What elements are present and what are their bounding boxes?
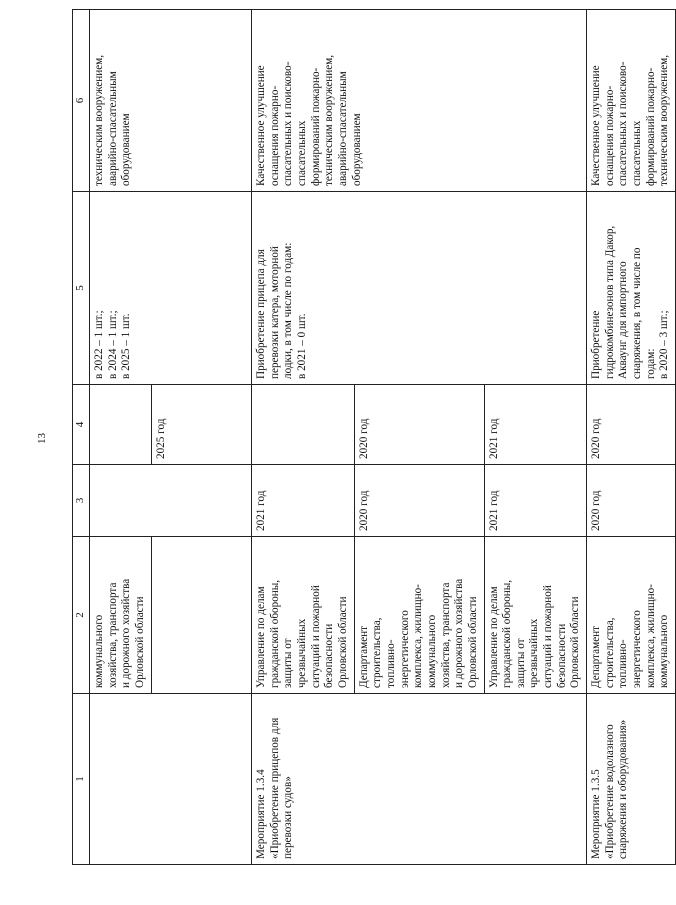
cell-r1-c5: в 2022 – 1 шт.; в 2024 – 1 шт.; в 2025 – 1 шт. (90, 192, 252, 385)
cell-r1-c3-empty (90, 465, 252, 537)
header-col-1: 1 (73, 694, 90, 865)
header-row (73, 10, 90, 865)
header-col-6: 6 (73, 10, 90, 192)
measures-table (72, 9, 676, 865)
cell-r5-c5: Приобретение гидрокомбинезонов типа Дакор, Акваунг для импортного снаряжения, в том числе по годам: в 2020 – 3 шт.; (587, 192, 676, 385)
cell-r2-c2 (152, 537, 252, 694)
cell-r4-c2: Департамент строительства, топливно- энергетического комплекса, жилищно- коммунального хозяйства, транспорта и дорожного хозяйства Орловской области (354, 537, 484, 694)
cell-r1-c6: техническим вооружением, аварийно-спасательным оборудованием (90, 10, 252, 192)
cell-r3-c6: Качественное улучшение оснащения пожарно- спасательных и поисково- спасательных формирований пожарно- техническим вооружением, аварийно-спасательным оборудованием (252, 10, 587, 192)
table-row (252, 10, 355, 865)
cell-r1-c2: коммунального хозяйства, транспорта и дорожного хозяйства Орловской области (90, 537, 152, 694)
cell-r3-c4-empty (252, 385, 355, 465)
cell-r4-c3: 2021 год (484, 465, 587, 537)
table-row (90, 10, 152, 865)
header-col-4: 4 (73, 385, 90, 465)
cell-r5-c2: Департамент строительства, топливно- энергетического комплекса, жилищно- коммунального (587, 537, 676, 694)
cell-r1-c4-empty (90, 385, 152, 465)
page-number: 13 (36, 433, 48, 444)
cell-r3-c3: 2020 год (354, 465, 484, 537)
cell-r3-c4: 2020 год (354, 385, 484, 465)
header-col-2: 2 (73, 537, 90, 694)
rotated-table-container (72, 10, 671, 865)
cell-r3-c2: Управление по делам гражданской обороны, защиты от чрезвычайных ситуаций и пожарной безопасности Орловской области (252, 537, 355, 694)
cell-r5-c3: 2020 год (587, 465, 676, 537)
cell-r2-c4: 2025 год (152, 385, 252, 465)
cell-r1-c1 (90, 694, 252, 865)
cell-r5-c6: Качественное улучшение оснащения пожарно- спасательных и поисково- спасательных формирований пожарно- техническим вооружением, (587, 10, 676, 192)
cell-r3-c5: Приобретение прицепа для перевозки катера, моторной лодки, в том числе по годам: в 2021 – 0 шт. (252, 192, 587, 385)
cell-r3-c1: Мероприятие 1.3.4 «Приобретение прицепов для перевозки судов» (252, 694, 587, 865)
cell-r5-c1: Мероприятие 1.3.5 «Приобретение водолазного снаряжения и оборудования» (587, 694, 676, 865)
cell-r5-c4: 2020 год (587, 385, 676, 465)
cell-r2-c3: 2021 год (252, 465, 355, 537)
cell-r4-c4: 2021 год (484, 385, 587, 465)
table-row (587, 10, 676, 865)
cell-r4b-c2: Управление по делам гражданской обороны, защиты от чрезвычайных ситуаций и пожарной безопасности Орловской области (484, 537, 587, 694)
header-col-5: 5 (73, 192, 90, 385)
header-col-3: 3 (73, 465, 90, 537)
